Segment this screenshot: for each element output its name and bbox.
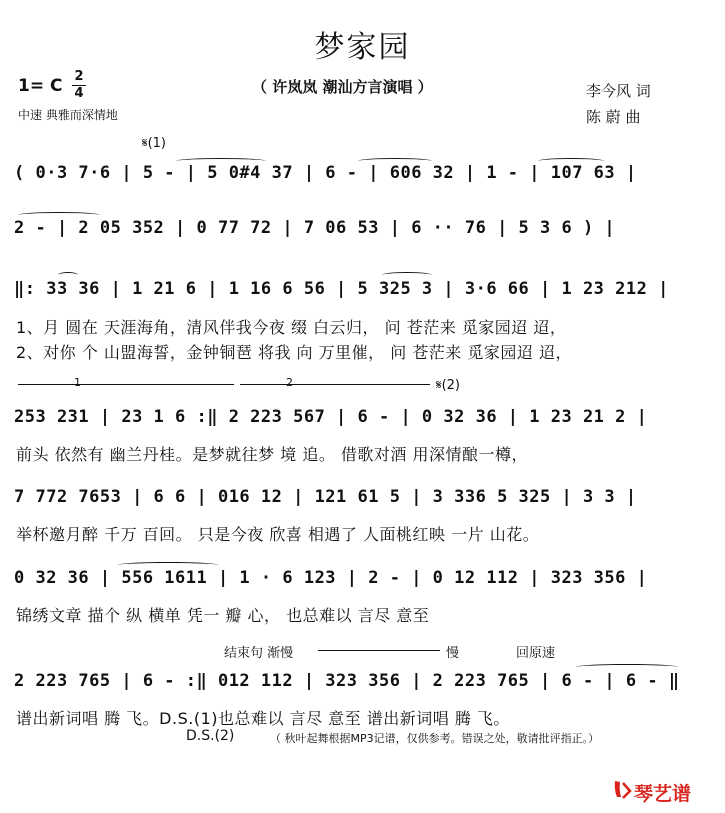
slow-marker: 慢 — [446, 646, 460, 661]
key-signature: 1= C — [18, 76, 63, 96]
page-title: 梦家园 — [314, 30, 411, 65]
time-signature — [72, 70, 86, 101]
score-line-5: 7 772 7653 | 6 6 | 016 12 | 121 61 5 | 3 336 5 325 | 3 3 | — [14, 487, 637, 507]
slur-mark — [576, 664, 678, 670]
ds2-marker: D.S.(2) — [186, 728, 235, 744]
score-line-4: 253 231 | 23 1 6 :‖ 2 223 567 | 6 - | 0 32 36 | 1 23 21 2 | — [14, 407, 648, 427]
score-line-7: 2 223 765 | 6 - :‖ 012 112 | 323 356 | 2 223 765 | 6 - | 6 - ‖ — [14, 671, 680, 691]
logo-mark-icon — [612, 778, 632, 805]
ending-phrase-marker: 结束句 渐慢 — [224, 646, 294, 661]
ritardando-line — [318, 650, 440, 651]
lyrics-line-4: 前头 依然有 幽兰丹桂。是梦就往梦 境 追。 借歌对酒 用深情酿一樽， — [16, 445, 529, 464]
slur-mark — [58, 272, 78, 278]
segno-2-marker: 𝄋(2) — [436, 378, 461, 393]
logo-text: 琴艺谱 — [634, 783, 692, 805]
lyricist-credit: 李今风 词 — [586, 82, 651, 100]
lyrics-line-7: 谱出新词唱 腾 飞。D.S.(1)也总难以 言尽 意至 谱出新词唱 腾 飞。 — [16, 709, 510, 728]
volta-2-label: 2 — [286, 376, 293, 389]
segno-1-marker: 𝄋(1) — [142, 136, 167, 151]
time-bottom: 4 — [74, 86, 84, 101]
lyrics-line-5: 举杯邀月醉 千万 百回。 只是今夜 欣喜 相遇了 人面桃红映 一片 山花。 — [16, 525, 540, 544]
volta-1-label: 1 — [74, 376, 81, 389]
a-tempo-marker: 回原速 — [516, 646, 556, 661]
brand-logo — [612, 778, 691, 806]
lyrics-line-6: 锦绣文章 描个 纵 横单 凭一 瓣 心， 也总难以 言尽 意至 — [16, 606, 430, 625]
score-line-2: 2 - | 2 05 352 | 0 77 72 | 7 06 53 | 6 ·· 76 | 5 3 6 ) | — [14, 218, 616, 238]
singer-credit: （ 许岚岚 潮汕方言演唱 ） — [252, 78, 433, 96]
score-line-1: ( 0·3 7·6 | 5 - | 5 0#4 37 | 6 - | 606 32 | 1 - | 107 63 | — [14, 163, 637, 183]
composer-credit: 陈 蔚 曲 — [586, 108, 641, 126]
score-line-6: 0 32 36 | 556 1611 | 1 · 6 123 | 2 - | 0 12 112 | 323 356 | — [14, 568, 648, 588]
volta-1-bracket — [18, 376, 234, 389]
slur-mark — [382, 272, 432, 278]
volta-2-bracket — [240, 376, 430, 389]
score-line-3: ‖: 33 36 | 1 21 6 | 1 16 6 56 | 5 325 3 | 3·6 66 | 1 23 212 | — [14, 279, 669, 299]
tempo-marking: 中速 典雅而深情地 — [18, 108, 118, 122]
lyrics-verse-1: 1、月 圆在 天涯海角，清风伴我今夜 缀 白云归， 问 苍茫来 觅家园迢 迢， — [16, 318, 567, 337]
transcription-note: （ 秋叶起舞根据MP3记谱，仅供参考。错误之处，敬请批评指正。） — [270, 732, 600, 745]
lyrics-verse-2: 2、对你 个 山盟海誓，金钟铜琶 将我 向 万里催， 问 苍茫来 觅家园迢 迢， — [16, 343, 572, 362]
time-top: 2 — [74, 69, 84, 84]
logo-mark-svg — [612, 778, 632, 800]
